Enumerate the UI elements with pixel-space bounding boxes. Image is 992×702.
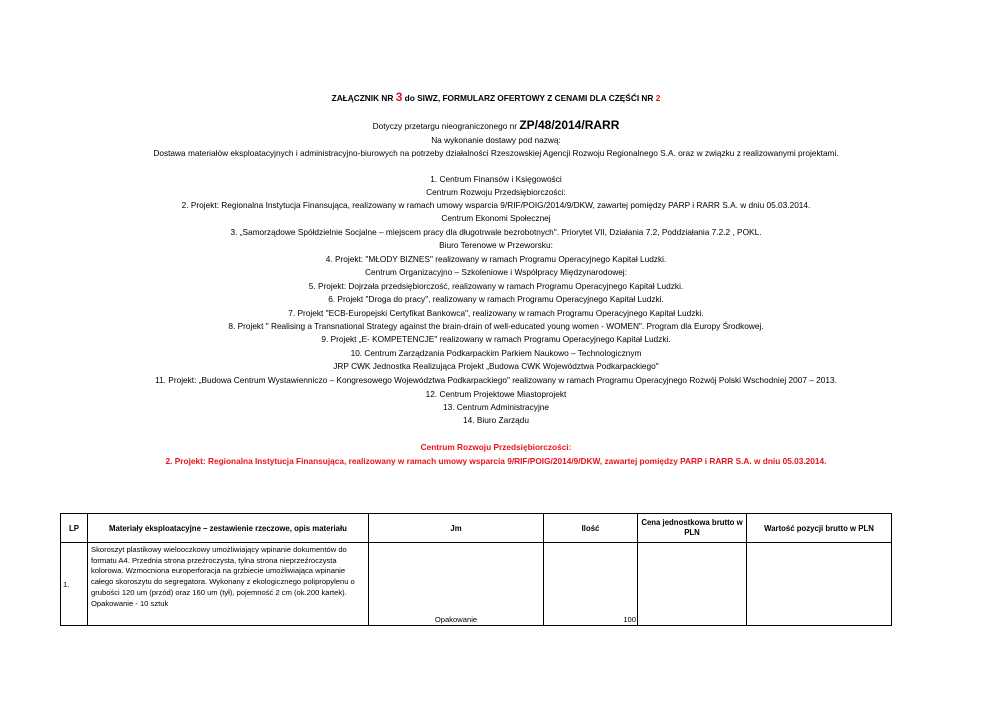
cell-jm: Opakowanie [369,543,544,626]
unit-line: 2. Projekt: Regionalna Instytucja Finansująca, realizowany w ramach umowy wsparcia 9/RIF/POIG/2014/9/DKW, zawartej pomiędzy PARP i RARR S.A. w dniu 05.03.2014. [181,200,811,210]
unit-line: Biuro Terenowe w Przeworsku: [439,240,553,250]
tender-line [0,118,992,132]
document-title [0,90,992,104]
unit-line: Centrum Organizacyjno – Szkoleniowe i Współpracy Międzynarodowej: [365,267,627,277]
col-header-material: Materiały eksploatacyjne – zestawienie rzeczowe, opis materiału [88,514,369,543]
col-header-lp: LP [61,514,88,543]
delivery-name: Dostawa materiałów eksploatacyjnych i administracyjno-biurowych na potrzeby działalności Rzeszowskiej Agencji Rozwoju Regionalnego S.A. oraz w związku z realizowanymi projektami. [153,148,839,158]
cell-description: Skoroszyt plastikowy wielooczkowy umożliwiający wpinanie dokumentów do formatu A4. Przednia strona przeźroczysta, tylna strona nieprzeźroczysta kolorowa. Wzmocniona europerforacja na grzbiecie umożliwiająca wpinanie całego skoroszytu do segregatora. Wykonany z ekologicznego polipropylenu o grubości 120 um (przód) oraz 160 um (tył), pojemność 2 cm (ok.200 kartek). Opakowanie - 10 sztuk [88,543,369,626]
delivery-label: Na wykonanie dostawy pod nazwą: [431,135,561,145]
selected-project-heading: 2. Projekt: Regionalna Instytucja Finansująca, realizowany w ramach umowy wsparcia 9/RIF/POIG/2014/9/DKW, zawartej pomiędzy PARP i RARR S.A. w dniu 05.03.2014. [165,456,827,466]
unit-line: 6. Projekt "Droga do pracy", realizowany w ramach Programu Operacyjnego Kapitał Ludzki. [328,294,664,304]
col-header-qty: Ilość [544,514,638,543]
cell-lp: 1. [61,543,88,626]
title-text-b: do SIWZ, FORMULARZ OFERTOWY Z CENAMI DLA CZĘŚĆI NR [402,93,656,103]
unit-line: 4. Projekt: "MŁODY BIZNES" realizowany w ramach Programu Operacyjnego Kapitał Ludzki. [325,254,667,264]
cell-unit-price[interactable] [638,543,747,626]
unit-line: Centrum Ekonomi Społecznej [441,213,551,223]
unit-line: 8. Projekt " Realising a Transnational Strategy against the brain-drain of well-educated young women - WOMEN". Program dla Europy Środkowej. [228,321,764,331]
unit-line: 11. Projekt: „Budowa Centrum Wystawienniczo – Kongresowego Województwa Podkarpackiego" realizowany w ramach Programu Operacyjnego Rozwój Polski Wschodniej 2007 – 2013. [155,375,837,385]
unit-line: 9. Projekt „E- KOMPETENCJE" realizowany w ramach Programu Operacyjnego Kapitał Ludzki. [321,334,671,344]
col-header-unit-price: Cena jednostkowa brutto w PLN [638,514,747,543]
table-header-row [61,514,892,543]
title-text-a: ZAŁĄCZNIK NR [331,93,396,103]
col-header-jm: Jm [369,514,544,543]
unit-line: 13. Centrum Administracyjne [442,402,550,412]
unit-line: 10. Centrum Zarządzania Podkarpackim Parkiem Naukowo – Technologicznym [350,348,642,358]
unit-line: 5. Projekt: Dojrzała przedsiębiorczość, realizowany w ramach Programu Operacyjnego Kapitał Ludzki. [308,281,684,291]
tender-number: ZP/48/2014/RARR [519,118,620,132]
table-row [61,543,892,626]
unit-line: 14. Biuro Zarządu [463,415,529,425]
attachment-number: 3 [395,90,403,104]
unit-line: 1. Centrum Finansów i Księgowości [430,174,562,184]
cell-total[interactable] [747,543,892,626]
unit-line: JRP CWK Jednostka Realizująca Projekt „Budowa CWK Województwa Podkarpackiego" [333,361,659,371]
unit-line: 7. Projekt "ECB-Europejski Certyfikat Bankowca", realizowany w ramach Programu Operacyjnego Kapitał Ludzki. [288,308,704,318]
part-number: 2 [655,93,661,103]
unit-line: Centrum Rozwoju Przedsiębiorczości: [426,187,566,197]
cell-qty: 100 [544,543,638,626]
selected-unit-heading: Centrum Rozwoju Przedsiębiorczości: [420,442,572,452]
unit-line: 12. Centrum Projektowe Miastoprojekt [425,389,567,399]
unit-line: 3. „Samorządowe Spółdzielnie Socjalne – miejscem pracy dla długotrwale bezrobotnych". Priorytet VII, Działania 7.2, Poddziałania 7.2.2 , POKL. [230,227,762,237]
col-header-total: Wartość pozycji brutto w PLN [747,514,892,543]
price-table [60,513,892,626]
tender-prefix: Dotyczy przetargu nieograniczonego nr [372,121,520,131]
